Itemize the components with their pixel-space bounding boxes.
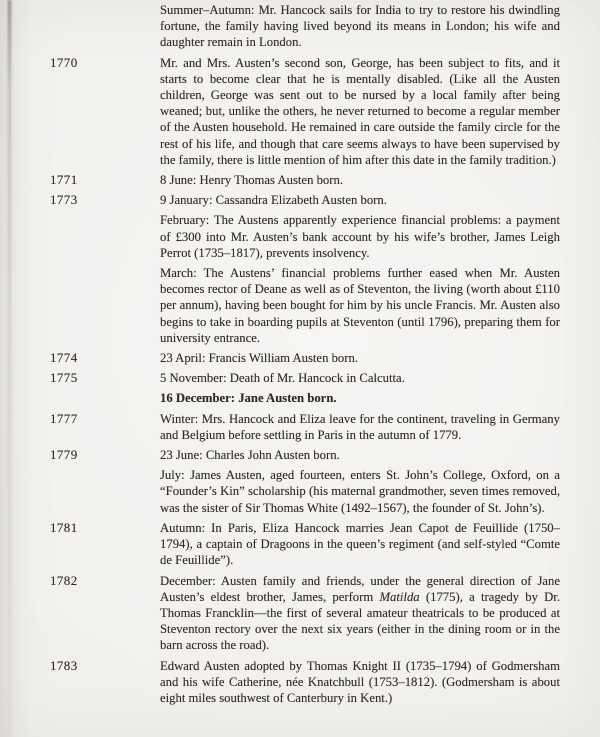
entry-year-label: 1779 bbox=[50, 447, 78, 463]
text-segment: 9 January: Cassandra Elizabeth Austen born. bbox=[160, 193, 387, 208]
text-segment: Winter: Mrs. Hancock and Eliza leave for the continent, traveling in Germany and Belgium before settling in Paris in the autumn of 1779. bbox=[160, 411, 560, 442]
entry-text bbox=[160, 370, 560, 410]
entry-text bbox=[160, 2, 560, 55]
text-segment: July: James Austen, aged fourteen, enters St. John’s College, Oxford, on a “Founder’s Kin” scholarship (his maternal grandmother, seven times removed, was the sister of Sir Thomas White (1492–1567), the founder of St. John’s). bbox=[160, 468, 560, 515]
entry-text bbox=[160, 172, 560, 192]
text-segment: Summer–Autumn: Mr. Hancock sails for India to try to restore his dwindling fortune, the family having lived beyond its means in London; his wife and daughter remain in London. bbox=[160, 3, 560, 50]
entry-text bbox=[160, 55, 560, 172]
chronology-entry bbox=[0, 370, 600, 410]
chronology-entry bbox=[0, 573, 600, 658]
entry-year-label: 1783 bbox=[50, 657, 78, 673]
entry-year-label: 1774 bbox=[50, 350, 78, 366]
text-segment: 5 November: Death of Mr. Hancock in Calcutta. bbox=[160, 371, 405, 386]
entry-paragraph bbox=[160, 172, 560, 188]
entry-text bbox=[160, 447, 560, 520]
chronology-entry bbox=[0, 520, 600, 573]
text-segment: 8 June: Henry Thomas Austen born. bbox=[160, 173, 344, 188]
text-segment: 23 June: Charles John Austen born. bbox=[160, 448, 340, 463]
chronology-list bbox=[0, 2, 600, 710]
entry-paragraph bbox=[160, 192, 560, 208]
chronology-entry bbox=[0, 658, 600, 711]
text-segment: Edward Austen adopted by Thomas Knight II (1735–1794) of Godmersham and his wife Catherine, née Knatchbull (1753–1812). (Godmersham is about eight miles southwest of Canterbury in Kent.) bbox=[160, 658, 560, 705]
entry-paragraph bbox=[160, 265, 560, 346]
text-segment: March: The Austens’ financial problems further eased when Mr. Austen becomes rector of Deane as well as of Steventon, the living (worth about £110 per annum), having been bought for him by his uncle Francis. Mr. Austen also begins to take in boarding pupils at Steventon (until 1796), preparing them for university entrance. bbox=[160, 266, 560, 345]
entry-text bbox=[160, 520, 560, 573]
chronology-entry bbox=[0, 447, 600, 520]
entry-paragraph bbox=[160, 520, 560, 569]
entry-paragraph bbox=[160, 467, 560, 516]
entry-paragraph bbox=[160, 658, 560, 707]
entry-paragraph bbox=[160, 573, 560, 654]
text-segment: Autumn: In Paris, Eliza Hancock marries Jean Capot de Feuillide (1750–1794), a captain of Dragoons in the queen’s regiment (and self-styled “Comte de Feuillide”). bbox=[160, 520, 560, 568]
text-segment: December: Austen family and friends, under the general direction of Jane Austen’s eldest brother, James, perform bbox=[160, 573, 560, 604]
entry-year-label: 1773 bbox=[50, 192, 78, 208]
text-segment: (1775), a tragedy by Dr. Thomas Francklin—the first of several amateur theatricals to be produced at Steventon rectory over the next six years (either in the dining room or in the barn across the road). bbox=[160, 589, 560, 653]
chronology-entry bbox=[0, 55, 600, 172]
entry-year-label: 1777 bbox=[50, 410, 78, 426]
entry-year-label: 1770 bbox=[50, 54, 78, 70]
entry-text bbox=[160, 192, 560, 350]
chronology-entry bbox=[0, 192, 600, 350]
text-segment: Matilda bbox=[379, 589, 420, 604]
text-segment: 16 December: Jane Austen born. bbox=[160, 391, 337, 406]
entry-year-label: 1781 bbox=[50, 519, 78, 535]
entry-paragraph bbox=[160, 350, 560, 366]
entry-text bbox=[160, 411, 560, 447]
entry-paragraph bbox=[160, 55, 560, 168]
entry-text bbox=[160, 658, 560, 711]
entry-paragraph bbox=[160, 2, 560, 51]
chronology-entry bbox=[0, 2, 600, 55]
text-segment: Mr. and Mrs. Austen’s second son, George, has been subject to fits, and it starts to become clear that he is mentally disabled. (Like all the Austen children, George was sent out to be nursed by a local family after being weaned; but, unlike the others, he never returned to become a regular member of the Austen household. He remained in care outside the family circle for the rest of his life, and though that care seems always to have been supervised by the family, there is little mention of him after this date in the family tradition.) bbox=[160, 55, 560, 167]
entry-year-label: 1775 bbox=[50, 370, 78, 386]
entry-paragraph bbox=[160, 447, 560, 463]
entry-paragraph bbox=[160, 212, 560, 261]
chronology-entry bbox=[0, 411, 600, 447]
text-segment: February: The Austens apparently experience financial problems: a payment of £300 into Mr. Austen’s bank account by his wife’s brother, James Leigh Perrot (1735–1817), prevents insolvency. bbox=[160, 213, 560, 260]
entry-text bbox=[160, 350, 560, 370]
entry-paragraph bbox=[160, 411, 560, 443]
entry-text bbox=[160, 573, 560, 658]
entry-paragraph bbox=[160, 370, 560, 386]
text-segment: 23 April: Francis William Austen born. bbox=[160, 351, 359, 366]
entry-year-label: 1771 bbox=[50, 172, 78, 188]
entry-year-label: 1782 bbox=[50, 572, 78, 588]
chronology-entry bbox=[0, 350, 600, 370]
chronology-entry bbox=[0, 172, 600, 192]
entry-paragraph bbox=[160, 390, 560, 406]
